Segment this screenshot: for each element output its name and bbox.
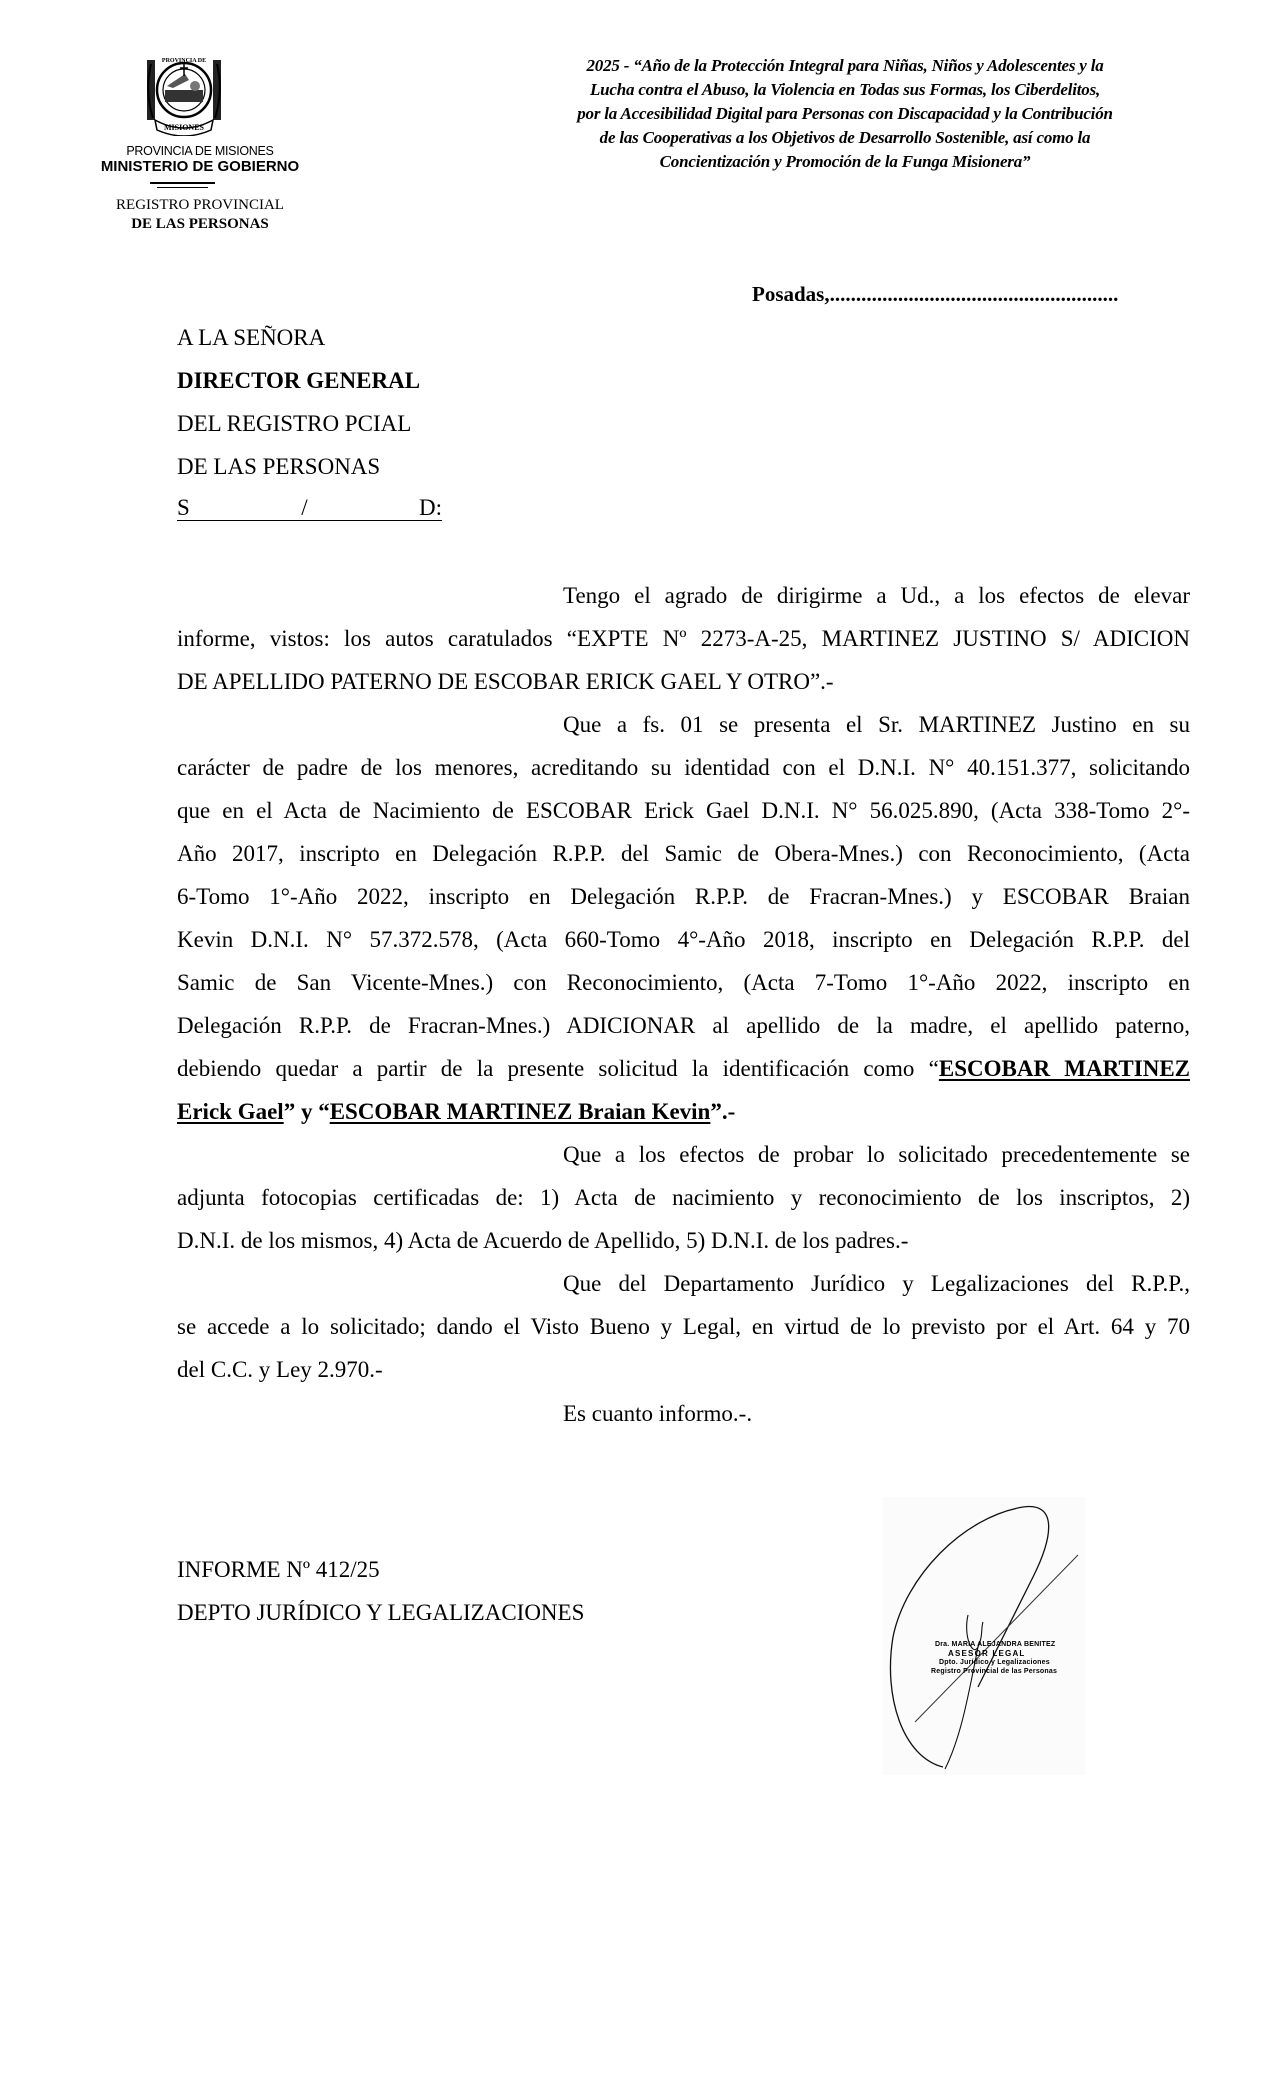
handwritten-signature-icon [883,1497,1085,1775]
body-line: carácter de padre de los menores, acreditando su identidad con el D.N.I. N° 40.151.377, solicitando [177,755,1190,780]
province-name: PROVINCIA DE MISIONES [126,144,274,158]
body-line: que en el Acta de Nacimiento de ESCOBAR Erick Gael D.N.I. N° 56.025.890, (Acta 338-Tomo 2°- [177,798,1190,823]
report-number: INFORME Nº 412/25 [177,1557,380,1582]
department-name: DEPTO JURÍDICO Y LEGALIZACIONES [177,1600,585,1625]
date-line: Posadas,....................................................... [752,282,1119,306]
body-line: Año 2017, inscripto en Delegación R.P.P. del Samic de Obera-Mnes.) con Reconocimiento, (Acta [177,841,1190,866]
new-name-1-cont: Erick Gael [177,1099,284,1124]
addressee-line-4: DE LAS PERSONAS [177,454,381,479]
motto-line: Lucha contra el Abuso, la Violencia en Todas sus Formas, los Ciberdelitos, [589,80,1101,99]
body-line: 6-Tomo 1°-Año 2022, inscripto en Delegación R.P.P. de Fracran-Mnes.) y ESCOBAR Braian [177,884,1190,909]
new-name-2: ESCOBAR MARTINEZ Braian Kevin [329,1099,711,1124]
sd-slash: / [301,495,308,520]
body-text: ” y “ [283,1099,330,1124]
year-motto [480,54,1210,174]
province-seal-icon [145,50,223,136]
body-line: Que del Departamento Jurídico y Legalizaciones del R.P.P., [563,1271,1190,1296]
sd-s: S [177,495,190,520]
motto-line: Concientización y Promoción de la Funga Misionera” [659,152,1031,171]
motto-line: de las Cooperativas a los Objetivos de Desarrollo Sostenible, así como la [599,128,1091,147]
body-line: Tengo el agrado de dirigirme a Ud., a los efectos de elevar [563,583,1190,608]
body-line: Que a los efectos de probar lo solicitado precedentemente se [563,1142,1190,1167]
signature-block [883,1497,1085,1775]
sd-d: D: [419,495,442,520]
motto-line: por la Accesibilidad Digital para Personas con Discapacidad y la Contribución [577,104,1113,123]
body-line: Samic de San Vicente-Mnes.) con Reconocimiento, (Acta 7-Tomo 1°-Año 2022, inscripto en [177,970,1190,995]
body-text: debiendo quedar a partir de la presente solicitud la identificación como “ [177,1056,939,1081]
body-line: Delegación R.P.P. de Fracran-Mnes.) ADICIONAR al apellido de la madre, el apellido paterno, [177,1013,1190,1038]
body-line: del C.C. y Ley 2.970.- [177,1357,383,1382]
stamp-name: Dra. MARIA ALEJANDRA BENITEZ [935,1641,1056,1648]
svg-text:MISIONES: MISIONES [163,123,205,132]
addressee-line-3: DEL REGISTRO PCIAL [177,411,412,436]
body-line: DE APELLIDO PATERNO DE ESCOBAR ERICK GAEL Y OTRO”.- [177,669,834,694]
new-name-1: ESCOBAR MARTINEZ [938,1056,1190,1081]
body-line: D.N.I. de los mismos, 4) Acta de Acuerdo de Apellido, 5) D.N.I. de los padres.- [177,1228,909,1253]
body-line: Que a fs. 01 se presenta el Sr. MARTINEZ Justino en su [563,712,1190,737]
su-despacho [177,496,442,521]
body-line [177,1100,1190,1123]
letterhead-rule [150,182,215,184]
body-line: Kevin D.N.I. N° 57.372.578, (Acta 660-Tomo 4°-Año 2018, inscripto en Delegación R.P.P. del [177,927,1190,952]
ministry-name: MINISTERIO DE GOBIERNO [100,158,300,175]
stamp-title: ASESOR LEGAL [948,1649,1026,1658]
stamp-registry: Registro Provincial de las Personas [931,1668,1058,1675]
addressee-line-1: A LA SEÑORA [177,325,326,350]
addressee-line-2: DIRECTOR GENERAL [177,368,421,393]
body-line: informe, vistos: los autos caratulados “EXPTE Nº 2273-A-25, MARTINEZ JUSTINO S/ ADICION [177,626,1190,651]
body-line [177,1057,1190,1080]
body-line: se accede a lo solicitado; dando el Visto Bueno y Legal, en virtud de lo previsto por el Art. 64 y 70 [177,1314,1190,1339]
body-text: ”.- [710,1099,736,1124]
letterhead-rule-thin [157,187,208,188]
registry-name-line1: REGISTRO PROVINCIAL [116,197,284,213]
closing-line: Es cuanto informo.-. [563,1401,753,1426]
stamp-dept: Dpto. Jurídico y Legalizaciones [939,1659,1050,1666]
svg-text:PROVINCIA DE: PROVINCIA DE [161,58,207,64]
motto-line: 2025 - “Año de la Protección Integral para Niñas, Niños y Adolescentes y la [586,56,1104,75]
body-line: adjunta fotocopias certificadas de: 1) Acta de nacimiento y reconocimiento de los inscriptos, 2) [177,1185,1190,1210]
registry-name-line2: DE LAS PERSONAS [131,216,269,232]
